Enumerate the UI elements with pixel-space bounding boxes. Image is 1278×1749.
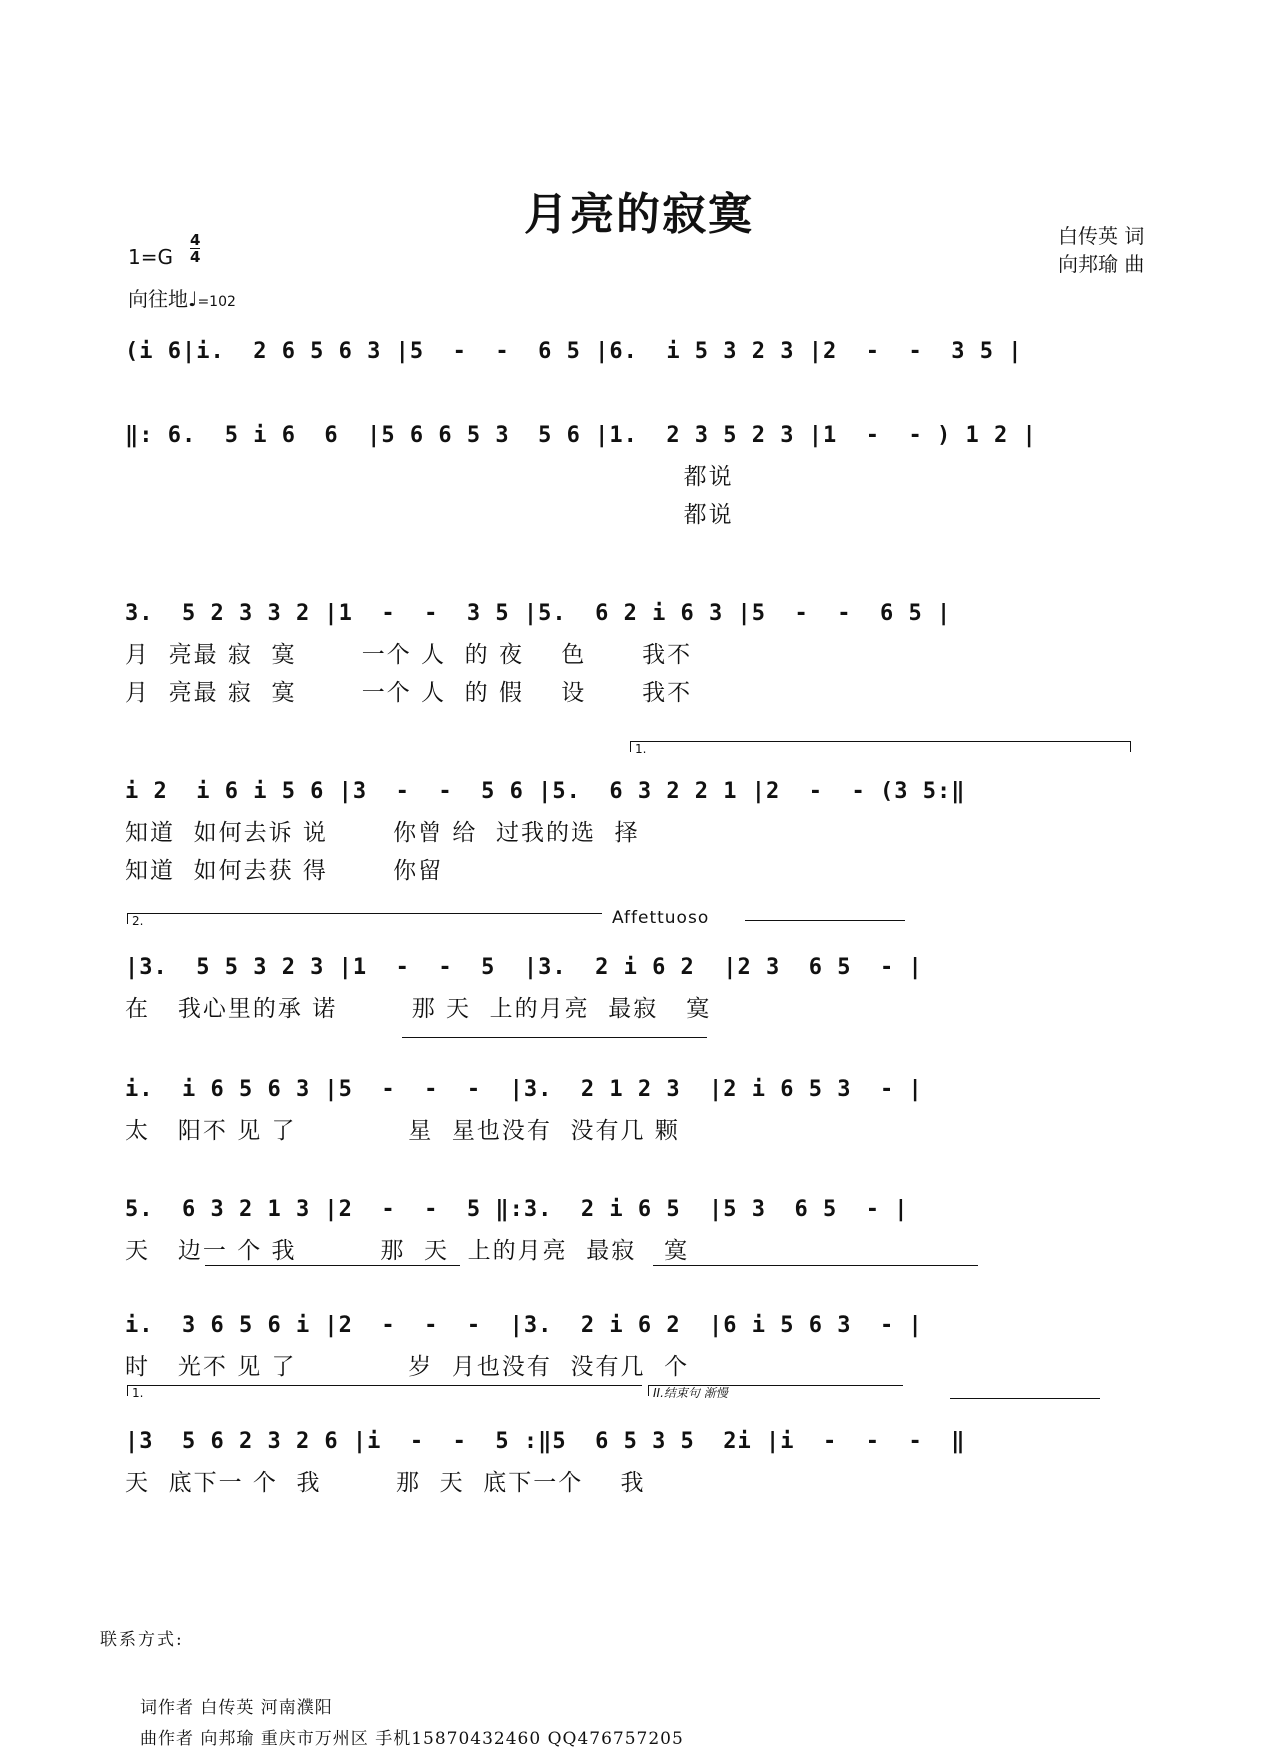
- lyric-line: 都说: [125, 464, 734, 490]
- score-row: [125, 770, 1175, 890]
- lyric-line: 知道 如何去诉 说 你曾 给 过我的选 择: [125, 820, 640, 846]
- decrescendo-line: [950, 1398, 1100, 1399]
- ending-instruction: II.结束句 渐慢: [648, 1385, 903, 1396]
- contact-label: 联系方式:: [100, 1630, 184, 1650]
- decrescendo-line: [745, 920, 905, 921]
- time-signature-bottom: 4: [190, 248, 201, 266]
- lyric-line: 太 阳不 见 了 星 星也没有 没有几 颗: [125, 1118, 680, 1144]
- volta-first-ending: 1.: [630, 741, 1131, 752]
- volta-second-ending: 2.: [127, 913, 602, 924]
- composer-credit: 向邦瑜 曲: [1058, 252, 1145, 276]
- volta-first-ending: 1.: [127, 1385, 642, 1396]
- notation-line: i 2 i 6 i 5 6 |3 - - 5 6 |5. 6 3 2 2 1 |2 - - (3 5:‖: [125, 779, 966, 804]
- notation-line: i. 3 6 5 6 i |2 - - - |3. 2 i 6 2 |6 i 5 6 3 - |: [125, 1313, 923, 1338]
- lyric-line: 月 亮最 寂 寞 一个 人 的 假 设 我不: [125, 680, 693, 706]
- score-row: [125, 1068, 1175, 1150]
- score-row: [125, 330, 1175, 374]
- score-row: [125, 1420, 1175, 1502]
- lyric-line: 天 边一 个 我 那 天 上的月亮 最寂 寞: [125, 1238, 690, 1264]
- contact-composer: 曲作者 向邦瑜 重庆市万州区 手机15870432460 QQ476757205: [140, 1729, 684, 1749]
- notation-line: |3 5 6 2 3 2 6 |i - - 5 :‖5 6 5 3 5 2i |i - - - ‖: [125, 1429, 966, 1454]
- tempo-text: 向往地: [128, 287, 188, 311]
- notation-line: (i 6|i. 2 6 5 6 3 |5 - - 6 5 |6. i 5 3 2 3 |2 - - 3 5 |: [125, 339, 1023, 364]
- key-signature: 1=G: [128, 245, 173, 269]
- time-signature: [190, 232, 200, 265]
- lyric-line: 都说: [125, 502, 734, 528]
- lyric-line: 时 光不 见 了 岁 月也没有 没有几 个: [125, 1354, 690, 1380]
- credits: [1058, 222, 1144, 278]
- score-row: [125, 1188, 1175, 1270]
- page-title: 月亮的寂寞: [524, 189, 754, 240]
- notation-line: 3. 5 2 3 3 2 |1 - - 3 5 |5. 6 2 i 6 3 |5 - - 6 5 |: [125, 601, 952, 626]
- score-row: [125, 592, 1175, 712]
- notation-line: 5. 6 3 2 1 3 |2 - - 5 ‖:3. 2 i 6 5 |5 3 6 5 - |: [125, 1197, 909, 1222]
- score-row: [125, 414, 1175, 534]
- contact-lyricist: 词作者 白传英 河南濮阳: [140, 1698, 333, 1718]
- lyric-line: 天 底下一 个 我 那 天 底下一个 我: [125, 1470, 646, 1496]
- expression-affettuoso: Affettuoso: [612, 908, 710, 928]
- score-row: [125, 1304, 1175, 1386]
- lyricist-credit: 白传英 词: [1058, 224, 1145, 248]
- tempo-marking: [128, 283, 236, 312]
- crescendo-line: [402, 1037, 707, 1038]
- quarter-note-icon: ♩: [188, 287, 198, 311]
- score-row: [125, 946, 1175, 1028]
- notation-line: |3. 5 5 3 2 3 |1 - - 5 |3. 2 i 6 2 |2 3 6 5 - |: [125, 955, 923, 980]
- notation-line: ‖: 6. 5 i 6 6 |5 6 6 5 3 5 6 |1. 2 3 5 2 3 |1 - - ) 1 2 |: [125, 423, 1037, 448]
- lyric-line: 月 亮最 寂 寞 一个 人 的 夜 色 我不: [125, 642, 693, 668]
- tempo-bpm: =102: [197, 294, 236, 310]
- lyric-line: 知道 如何去获 得 你留: [125, 858, 444, 884]
- crescendo-line: [205, 1265, 460, 1266]
- notation-line: i. i 6 5 6 3 |5 - - - |3. 2 1 2 3 |2 i 6 5 3 - |: [125, 1077, 923, 1102]
- time-signature-top: 4: [190, 231, 201, 249]
- crescendo-line: [653, 1265, 978, 1266]
- lyric-line: 在 我心里的承 诺 那 天 上的月亮 最寂 寞: [125, 996, 712, 1022]
